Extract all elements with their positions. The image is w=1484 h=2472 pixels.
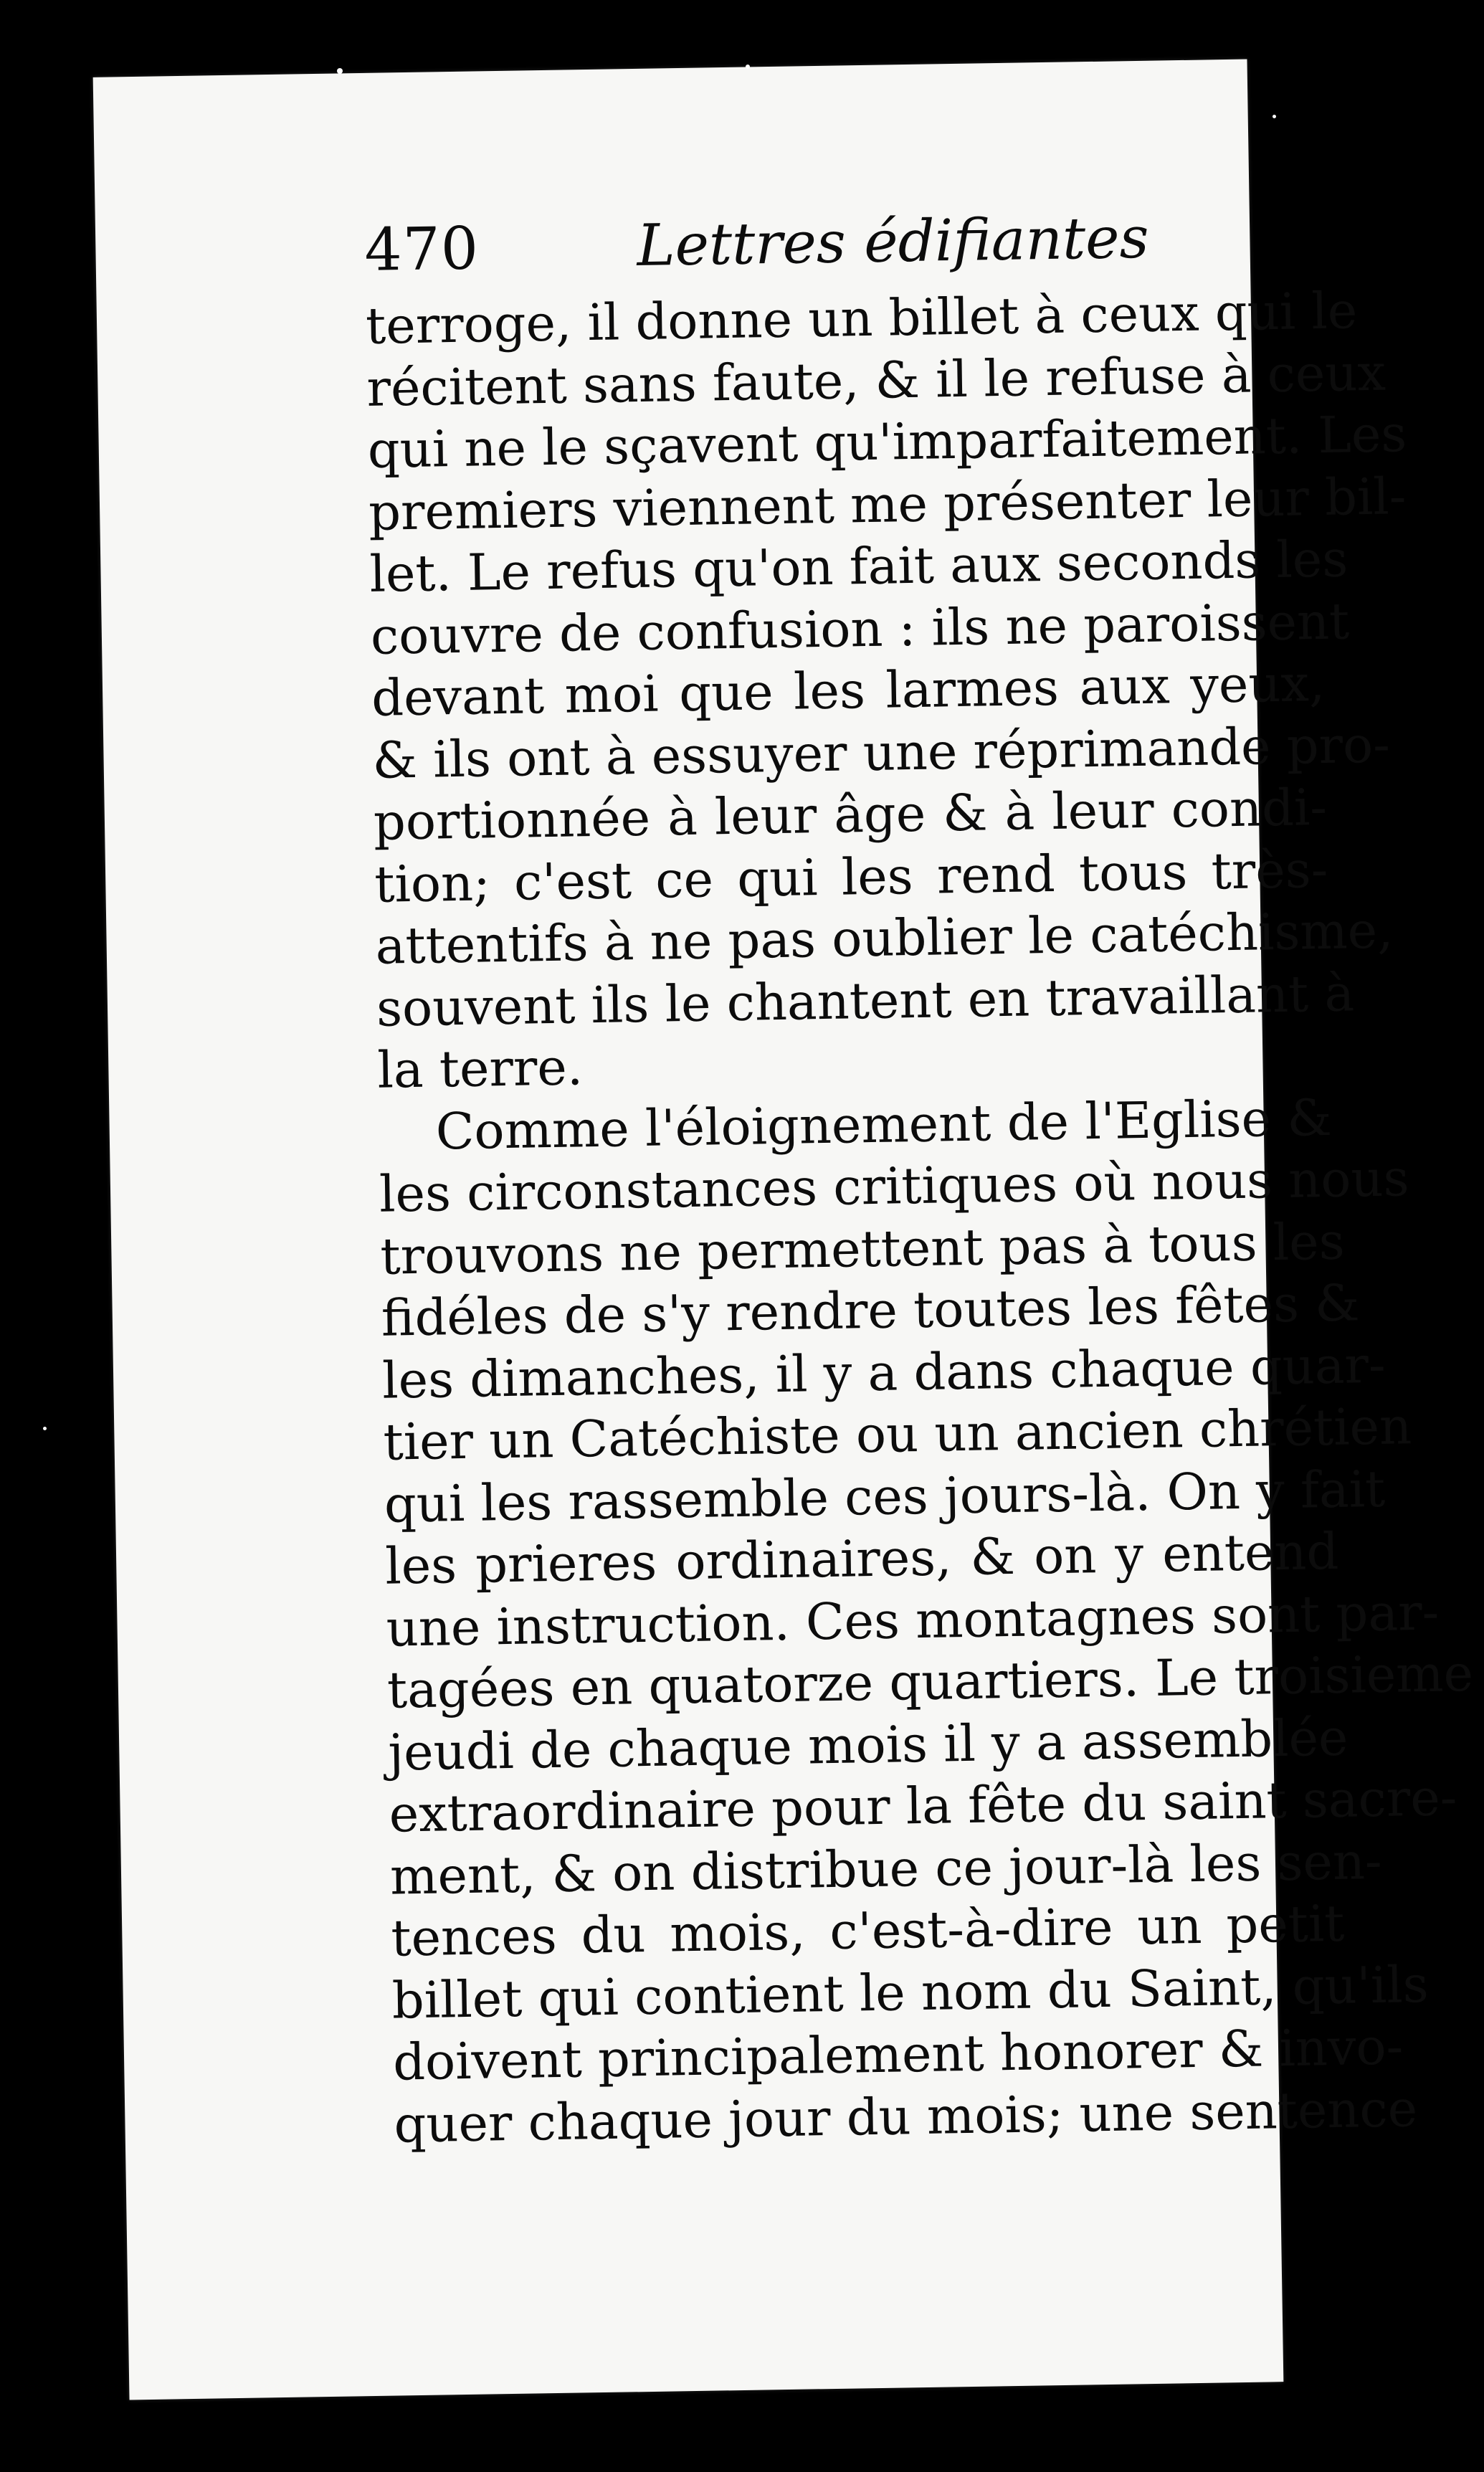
text-line: tion; c'est ce qui les rend tous très- bbox=[374, 840, 1328, 914]
text-line: & ils ont à essuyer une réprimande pro- bbox=[372, 715, 1391, 790]
text-line: portionnée à leur âge & à leur condi- bbox=[373, 777, 1328, 852]
text-line: fidéles de s'y rendre toutes les fêtes & bbox=[381, 1273, 1361, 1348]
text-line: couvre de confusion : ils ne paroissent bbox=[370, 591, 1350, 666]
page-header bbox=[364, 202, 1298, 295]
text-line: la terre. bbox=[376, 1037, 584, 1100]
text-line: souvent ils le chantent en travaillant à bbox=[376, 963, 1355, 1038]
text-line: tagées en quatorze quartiers. Le troisieme bbox=[386, 1643, 1474, 1720]
text-line: récitent sans faute, & il le refuse à ceux bbox=[366, 343, 1387, 418]
text-line: les circonstances critiques où nous nous bbox=[379, 1149, 1410, 1224]
text-line: tier un Catéchiste ou un ancien chrétien bbox=[382, 1397, 1412, 1472]
text-line: les prieres ordinaires, & on y entend bbox=[384, 1521, 1339, 1596]
body-text bbox=[365, 280, 1474, 2156]
text-line: attentifs à ne pas oublier le catéchisme, bbox=[375, 900, 1394, 976]
paragraph-first-line: Comme l'éloignement de l'Eglise & bbox=[435, 1088, 1333, 1161]
running-title: Lettres édifiantes bbox=[636, 204, 1150, 279]
book-page bbox=[93, 60, 1474, 2400]
text-line: qui ne le sçavent qu'imparfaitement. Les bbox=[367, 404, 1407, 480]
text-line: terroge, il donne un billet à ceux qui le bbox=[365, 281, 1358, 356]
scan-speck bbox=[337, 68, 343, 74]
text-line: billet qui contient le nom du Saint, qu'ils bbox=[391, 1954, 1430, 2030]
scan-speck bbox=[43, 1427, 47, 1430]
text-line: trouvons ne permettent pas à tous les bbox=[379, 1212, 1346, 1286]
text-line: let. Le refus qu'on fait aux seconds les bbox=[368, 529, 1349, 604]
scan-speck bbox=[746, 65, 750, 69]
text-line: les dimanches, il y a dans chaque quar- bbox=[381, 1335, 1387, 1410]
scan-speck bbox=[1273, 115, 1276, 118]
text-line: ment, & on distribue ce jour-là les sen- bbox=[389, 1831, 1383, 1906]
text-line: premiers viennent me présenter leur bil- bbox=[368, 466, 1407, 542]
text-line: doivent principalement honorer & invo- bbox=[392, 2017, 1404, 2092]
page-number: 470 bbox=[363, 214, 480, 285]
text-line: tences du mois, c'est-à-dire un petit bbox=[390, 1893, 1345, 1968]
text-line: quer chaque jour du mois; une sentence bbox=[393, 2078, 1418, 2154]
text-line: jeudi de chaque mois il y a assemblée bbox=[387, 1708, 1349, 1782]
text-line: qui les rassemble ces jours-là. On y fait bbox=[384, 1459, 1386, 1534]
text-line: extraordinaire pour la fête du saint sacre- bbox=[389, 1768, 1457, 1844]
text-line: devant moi que les larmes aux yeux, bbox=[371, 653, 1326, 728]
text-line: une instruction. Ces montagnes sont par- bbox=[386, 1582, 1440, 1658]
